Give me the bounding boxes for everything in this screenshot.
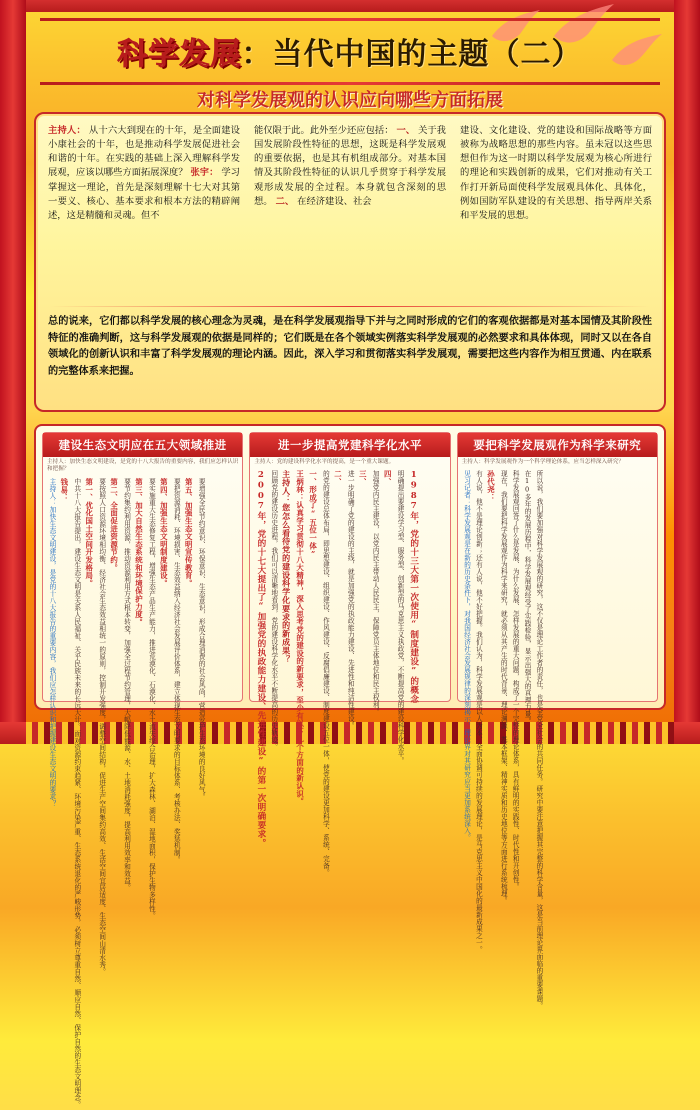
column2-lead: 能仅限于此。此外至少还应包括： (254, 125, 394, 136)
top-article-panel (34, 112, 666, 412)
speaker-text-zhangyu: 学习掌握这一理论，首先是深刻理解十七大对其第一要义、核心、基本要求和根本方法的精辟阐述，这是精髓和灵魂。但不 (48, 167, 240, 221)
bottom-column-2-note: 主持人：党的建设科学化水平的提高，是一个重大课题。 (254, 459, 395, 465)
column3-text: 建设、文化建设、党的建设和国际战略等方面被称为战略思想的那些内容。虽未冠以这些思想但作为这一时期以科学发展观为核心所进行的理论和实践创新的成果，它们对推动有关工作打开新局面使科学发展观具体化、具体化，例如国防军队建设的有关思想、指导两岸关系和平发展的思想。 (460, 125, 652, 221)
bottom-1-item-head: 第三、加大自然生态系统和环境保护力度。 (134, 477, 144, 626)
bottom-1-item-head: 第一、优化国土空间开发格局。 (84, 477, 94, 587)
page-title (40, 20, 660, 82)
bottom-1-block: 要按照人口资源环境相均衡、经济社会生态效益相统一的原则，控制开发强度，调整空间结构，促进生产空间集约高效、生活空间宜居适度、生态空间山清水秀。 (97, 477, 106, 975)
page-subtitle: 对科学发展观的认识应向哪些方面拓展 (197, 90, 503, 111)
bottom-2-block: 回顾党的建设历史进程，我们可以清晰地看到，党的建设科学化水平不断提高的历史轨迹。 (269, 470, 278, 751)
bottom-column-1-heading: 建设生态文明应在五大领域推进 (43, 433, 242, 457)
bottom-column-2-body (250, 466, 449, 878)
bottom-column-2 (249, 432, 450, 877)
bottom-2-item-head: 三、 (358, 470, 368, 486)
bottom-3-block: 科学发展观回答了什么是发展、为什么发展、怎样发展的重大问题，构成了一个完整的理论体系，具有鲜明的实践性、时代性和开创性。 (511, 470, 520, 891)
bottom-2-question: 主持人：您怎么看待党的建设科学化要求的新成果？ (281, 470, 292, 664)
top-article-column-1 (48, 124, 240, 300)
bottom-3-block: 在10多年的发展历程中，科学发展观经受了实践检验，显示出强大的真理力量。 (523, 470, 532, 726)
page-title-colon: ： (241, 37, 273, 72)
bottom-1-item-head: 第四、加强生态文明制度建设。 (159, 477, 169, 587)
header-rule-bottom (40, 82, 660, 85)
bottom-2-block: 加强党内民主建设，以党内民主带动人民民主，保障党员主体地位和民主权利。 (371, 470, 380, 716)
bottom-1-block: 主持人：加快生态文明建设，是党的十八大报告的重要内容，我们应怎样认识和把握建设生态文明的要求？ (47, 477, 56, 807)
item2-text: 在经济建设、社会 (297, 195, 372, 207)
bottom-2-block: 明确提出要建设学习型、服务型、创新型的马克思主义执政党，不断提高党的建设科学化水平。 (396, 470, 405, 765)
bottom-column-3 (457, 432, 658, 1010)
bottom-1-item-head: 第二、全面促进资源节约。 (109, 477, 119, 572)
bottom-2-item-head: 四、 (383, 470, 393, 486)
frame-right-edge (674, 0, 700, 744)
page-title-rest: 当代中国的主题（二） (272, 37, 583, 72)
bottom-3-block: 现在，我们要把科学发展观作为科学来研究，就必须从其产生的时代背景、理论渊源、基本框架、精神实质和历史地位等方面进行系统梳理。 (499, 470, 508, 905)
bottom-1-block: 要节约集约利用资源，推动资源利用方式根本转变，加强全过程节约管理，大幅降低能源、水、土地消耗强度，提高利用效率和效益。 (122, 477, 131, 891)
bottom-2-block: 进一步明确了党的建设的主线，就是加强党的执政能力建设、先进性和纯洁性建设。 (346, 470, 355, 730)
bottom-column-1-note: 主持人：加快生态文明建设，是党的十八大报告的重要内容，我们应怎样认识和把握？ (47, 459, 239, 473)
bottom-1-item-head: 第五、加强生态文明宣传教育。 (184, 477, 194, 587)
bottom-3-speaker: 孙代尧： (486, 470, 496, 502)
bottom-1-block: 要把资源消耗、环境损害、生态效益纳入经济社会发展评价体系，建立体现生态文明要求的目标体系、考核办法、奖惩机制。 (172, 477, 181, 863)
bottom-column-3-note: 主持人：科学发展观作为一个科学理论体系，应当怎样深入研究？ (461, 459, 624, 465)
bottom-1-block: 要增强全民节约意识、环保意识、生态意识，形成合理消费的社会风尚，营造爱护生态环境的良好风气。 (197, 477, 206, 800)
speaker-label-zhangyu: 张宇： (190, 167, 219, 179)
bottom-3-block: 有人说，他不是理论创新；还有人说，他不好把握。我们认为，科学发展观是以人为本、全面协调可持续的发展理论，是马克思主义中国化的最新成果之一。 (474, 470, 483, 954)
bottom-column-1-body (43, 474, 242, 1110)
page-title-highlight: 科学发展 (117, 37, 242, 72)
bottom-2-year-note: 2007年，党的十七大提出了“加强党的执政能力建设、先进性建设”的第一次明确要求。 (255, 470, 266, 848)
top-article-columns (48, 124, 652, 300)
top-article-column-2 (254, 124, 446, 300)
bottom-column-3-heading: 要把科学发展观作为科学来研究 (458, 433, 657, 457)
item1-text: 关于我国发展阶段性特征的思想，这既是科学发展观的重要依据，也是其有机组成部分。对基本国情及其阶段性特征的认识几乎贯穿于科学发展观形成发展的全过程。本身就包含深刻的思想。 (254, 125, 446, 207)
panel-divider (50, 306, 650, 307)
bottom-2-item-head: 二、 (333, 470, 343, 486)
top-article-column-3 (460, 124, 652, 300)
bottom-1-block: 要实施重大生态修复工程，增强生态产品生产能力，推进荒漠化、石漠化、水土流失综合治理，扩大森林、湖泊、湿地面积，保护生物多样性。 (147, 477, 156, 919)
item2-head: 二、 (275, 195, 295, 207)
bottom-3-block: 所以说，我们要加强对科学发展观的研究，这不仅是理论工作者的责任，也是全党全社会的共同任务。研究中要注意把握其完整的科学含量，这是当前理论界面临的重要课题。 (534, 470, 543, 1010)
bottom-2-speaker: 王炳林：认真学习贯彻十八大精神，深入思考党的建设的新要求，至少有以下几个方面的新认识。 (295, 470, 305, 806)
bottom-column-2-heading: 进一步提高党建科学化水平 (250, 433, 449, 457)
bottom-column-1 (42, 432, 243, 1108)
bottom-1-speaker: 钱易： (59, 477, 69, 501)
bottom-1-block: 中共十八大报告提出，建设生态文明是关系人民福祉、关乎民族未来的长远大计。面对资源约束趋紧、环境污染严重、生态系统退化的严峻形势，必须树立尊重自然、顺应自然、保护自然的生态文明理念。 (72, 477, 81, 1108)
bottom-3-block: 见习记者：科学发展观是在新的历史条件下，对我国经济社会发展规律的深刻揭示，理论界对其研究应当更加系统深入。 (462, 470, 471, 842)
bottom-column-3-body (458, 466, 657, 1011)
host-label: 主持人： (48, 125, 86, 136)
bottom-article-panel (34, 424, 666, 1108)
host-text: 从十六大到现在的十年，是全面建设小康社会的十年，也是推动科学发展促进社会和谐的十年。在实践的基础上深入理解科学发展观，应该以哪些方面拓展深度？ (48, 125, 240, 179)
item1-head: 一、 (396, 125, 416, 136)
top-article-summary: 总的说来，它们都以科学发展的核心理念为灵魂，是在科学发展观指导下并与之同时形成的它们的客观依据都是对基本国情及其阶段性特征的准确判断，这与科学发展观的依据是同样的；它们既是在各个领域实例落实科学发展观的必然要求和具体体现，同时又以在各自领域化的创新认识和丰富了科学发展观的理论内涵。因此，深入学习和贯彻落实科学发展观，需要把这些内容作为相互贯通、内在联系的完整体系来把握。 (48, 315, 652, 377)
bottom-2-item-head: 一、形成了“五位一体” (308, 470, 318, 560)
bottom-2-year-note: 1987年，党的十三大第一次使用“制度建设”的概念 (408, 470, 419, 704)
bottom-2-block: 的党的建设总体布局，即思想建设、组织建设、作风建设、反腐倡廉建设、制度建设五位一体，使党的建设更加科学、系统、完备。 (321, 470, 330, 877)
frame-left-edge (0, 0, 26, 744)
